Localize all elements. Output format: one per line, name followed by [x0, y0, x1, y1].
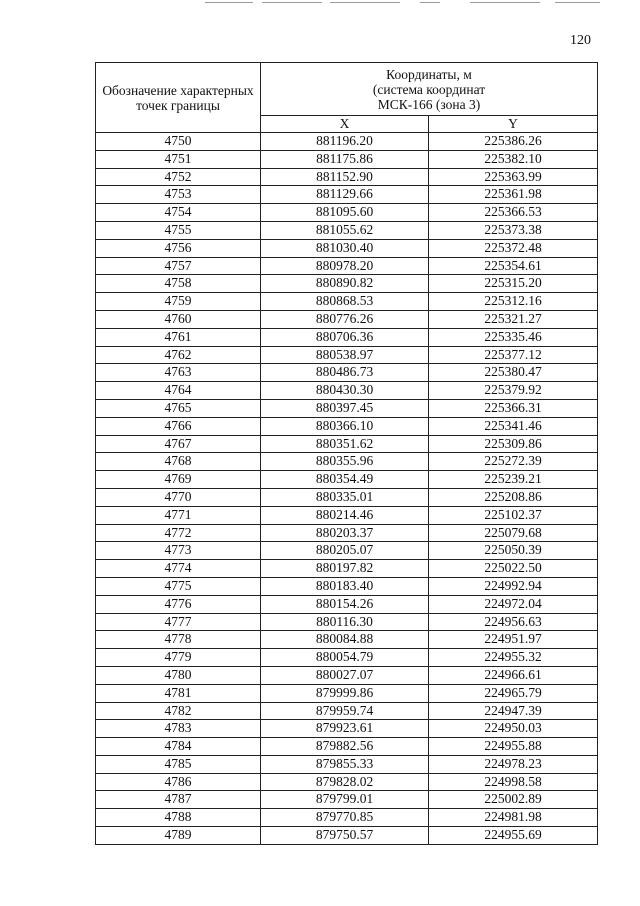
- y-coordinate-cell: 224978.23: [429, 755, 598, 773]
- y-coordinate-cell: 225380.47: [429, 364, 598, 382]
- x-coordinate-cell: 879770.85: [261, 809, 429, 827]
- x-coordinate-cell: 879999.86: [261, 684, 429, 702]
- point-id-cell: 4768: [96, 453, 261, 471]
- y-coordinate-cell: 225002.89: [429, 791, 598, 809]
- point-id-cell: 4770: [96, 488, 261, 506]
- y-coordinate-cell: 225321.27: [429, 310, 598, 328]
- y-coordinate-cell: 224955.32: [429, 649, 598, 667]
- x-coordinate-cell: 880706.36: [261, 328, 429, 346]
- table-row: [96, 221, 598, 239]
- point-id-cell: 4782: [96, 702, 261, 720]
- y-coordinate-cell: 225361.98: [429, 186, 598, 204]
- x-coordinate-cell: 880538.97: [261, 346, 429, 364]
- table-row: [96, 150, 598, 168]
- coordinates-label-line2: (система координат: [372, 81, 486, 97]
- point-id-cell: 4789: [96, 827, 261, 845]
- y-coordinate-cell: 225354.61: [429, 257, 598, 275]
- x-coordinate-cell: 880197.82: [261, 560, 429, 578]
- x-coordinate-cell: 880084.88: [261, 631, 429, 649]
- x-coordinate-cell: 881196.20: [261, 133, 429, 151]
- y-coordinate-cell: 225050.39: [429, 542, 598, 560]
- x-coordinate-cell: 879882.56: [261, 738, 429, 756]
- x-coordinate-cell: 881152.90: [261, 168, 429, 186]
- point-id-cell: 4767: [96, 435, 261, 453]
- table-row: [96, 293, 598, 311]
- coordinates-header: [261, 63, 598, 116]
- point-id-cell: 4773: [96, 542, 261, 560]
- scan-artifact-line: [555, 2, 600, 3]
- point-id-cell: 4786: [96, 773, 261, 791]
- point-id-cell: 4783: [96, 720, 261, 738]
- point-id-cell: 4755: [96, 221, 261, 239]
- table-row: [96, 382, 598, 400]
- point-id-cell: 4777: [96, 613, 261, 631]
- table-row: [96, 399, 598, 417]
- y-coordinate-cell: 225366.31: [429, 399, 598, 417]
- point-id-cell: 4775: [96, 577, 261, 595]
- y-coordinate-cell: 225079.68: [429, 524, 598, 542]
- point-id-cell: 4772: [96, 524, 261, 542]
- table-row: [96, 346, 598, 364]
- scan-artifact-line: [205, 2, 253, 3]
- x-column-header: X: [261, 116, 429, 133]
- point-id-cell: 4776: [96, 595, 261, 613]
- point-id-cell: 4756: [96, 239, 261, 257]
- y-coordinate-cell: 225335.46: [429, 328, 598, 346]
- y-coordinate-cell: 225341.46: [429, 417, 598, 435]
- coordinates-label-line3: МСК-166 (зона 3): [377, 96, 481, 112]
- y-coordinate-cell: 225208.86: [429, 488, 598, 506]
- table-row: [96, 720, 598, 738]
- x-coordinate-cell: 880183.40: [261, 577, 429, 595]
- table-row: [96, 488, 598, 506]
- point-id-cell: 4785: [96, 755, 261, 773]
- x-coordinate-cell: 880486.73: [261, 364, 429, 382]
- x-coordinate-cell: 881175.86: [261, 150, 429, 168]
- table-row: [96, 738, 598, 756]
- point-id-cell: 4771: [96, 506, 261, 524]
- table-row: [96, 827, 598, 845]
- x-coordinate-cell: 880354.49: [261, 471, 429, 489]
- page-number: 120: [570, 33, 591, 48]
- table-row: [96, 524, 598, 542]
- y-coordinate-cell: 225239.21: [429, 471, 598, 489]
- point-id-cell: 4761: [96, 328, 261, 346]
- table-row: [96, 613, 598, 631]
- coordinates-label-line1: Координаты, м: [386, 66, 472, 82]
- table-row: [96, 328, 598, 346]
- y-coordinate-cell: 225272.39: [429, 453, 598, 471]
- y-coordinate-cell: 225366.53: [429, 204, 598, 222]
- table-row: [96, 542, 598, 560]
- y-column-header: Y: [429, 116, 598, 133]
- point-id-cell: 4759: [96, 293, 261, 311]
- y-coordinate-cell: 224956.63: [429, 613, 598, 631]
- x-coordinate-cell: 880154.26: [261, 595, 429, 613]
- table-header-row: [96, 63, 598, 116]
- table-row: [96, 595, 598, 613]
- point-designation-label: Обозначение характерных точек границы: [102, 82, 254, 113]
- point-id-cell: 4753: [96, 186, 261, 204]
- y-coordinate-cell: 224950.03: [429, 720, 598, 738]
- x-coordinate-cell: 880397.45: [261, 399, 429, 417]
- point-id-cell: 4774: [96, 560, 261, 578]
- table-row: [96, 310, 598, 328]
- table-row: [96, 684, 598, 702]
- scan-artifact-line: [420, 2, 440, 3]
- point-id-cell: 4750: [96, 133, 261, 151]
- table-row: [96, 133, 598, 151]
- x-coordinate-cell: 879855.33: [261, 755, 429, 773]
- point-id-cell: 4788: [96, 809, 261, 827]
- x-coordinate-cell: 879923.61: [261, 720, 429, 738]
- y-coordinate-cell: 224972.04: [429, 595, 598, 613]
- table-row: [96, 773, 598, 791]
- point-id-cell: 4764: [96, 382, 261, 400]
- table-row: [96, 506, 598, 524]
- table-row: [96, 666, 598, 684]
- table-row: [96, 791, 598, 809]
- table-row: [96, 275, 598, 293]
- x-coordinate-cell: 879828.02: [261, 773, 429, 791]
- table-body: [96, 133, 598, 845]
- scan-artifact-line: [262, 2, 322, 3]
- table-row: [96, 453, 598, 471]
- y-coordinate-cell: 225309.86: [429, 435, 598, 453]
- x-coordinate-cell: 880116.30: [261, 613, 429, 631]
- x-coordinate-cell: 879799.01: [261, 791, 429, 809]
- y-coordinate-cell: 225102.37: [429, 506, 598, 524]
- x-coordinate-cell: 880978.20: [261, 257, 429, 275]
- x-coordinate-cell: 881055.62: [261, 221, 429, 239]
- point-id-cell: 4780: [96, 666, 261, 684]
- x-coordinate-cell: 881129.66: [261, 186, 429, 204]
- y-coordinate-cell: 224992.94: [429, 577, 598, 595]
- table-row: [96, 577, 598, 595]
- y-coordinate-cell: 224955.88: [429, 738, 598, 756]
- table-row: [96, 239, 598, 257]
- scan-artifact-line: [330, 2, 400, 3]
- x-coordinate-cell: 880366.10: [261, 417, 429, 435]
- y-coordinate-cell: 225312.16: [429, 293, 598, 311]
- scan-artifact-line: [470, 2, 540, 3]
- y-coordinate-cell: 224998.58: [429, 773, 598, 791]
- x-coordinate-cell: 880890.82: [261, 275, 429, 293]
- point-id-cell: 4754: [96, 204, 261, 222]
- table-row: [96, 471, 598, 489]
- table-row: [96, 168, 598, 186]
- table-row: [96, 702, 598, 720]
- point-id-cell: 4758: [96, 275, 261, 293]
- y-coordinate-cell: 225377.12: [429, 346, 598, 364]
- y-coordinate-cell: 225379.92: [429, 382, 598, 400]
- table-row: [96, 649, 598, 667]
- table-row: [96, 364, 598, 382]
- y-coordinate-cell: 225315.20: [429, 275, 598, 293]
- x-coordinate-cell: 880203.37: [261, 524, 429, 542]
- point-id-cell: 4787: [96, 791, 261, 809]
- x-coordinate-cell: 880430.30: [261, 382, 429, 400]
- point-id-cell: 4781: [96, 684, 261, 702]
- y-coordinate-cell: 224947.39: [429, 702, 598, 720]
- x-coordinate-cell: 880351.62: [261, 435, 429, 453]
- point-id-cell: 4751: [96, 150, 261, 168]
- table-row: [96, 257, 598, 275]
- y-coordinate-cell: 225386.26: [429, 133, 598, 151]
- y-coordinate-cell: 225363.99: [429, 168, 598, 186]
- y-coordinate-cell: 225382.10: [429, 150, 598, 168]
- x-coordinate-cell: 880214.46: [261, 506, 429, 524]
- x-coordinate-cell: 880868.53: [261, 293, 429, 311]
- point-id-cell: 4784: [96, 738, 261, 756]
- point-id-cell: 4752: [96, 168, 261, 186]
- x-coordinate-cell: 880335.01: [261, 488, 429, 506]
- table-row: [96, 204, 598, 222]
- x-coordinate-cell: 881095.60: [261, 204, 429, 222]
- table-row: [96, 435, 598, 453]
- y-coordinate-cell: 224965.79: [429, 684, 598, 702]
- point-id-cell: 4766: [96, 417, 261, 435]
- table-row: [96, 809, 598, 827]
- y-coordinate-cell: 224955.69: [429, 827, 598, 845]
- x-coordinate-cell: 880054.79: [261, 649, 429, 667]
- point-id-cell: 4757: [96, 257, 261, 275]
- point-id-cell: 4763: [96, 364, 261, 382]
- y-coordinate-cell: 225373.38: [429, 221, 598, 239]
- x-coordinate-cell: 880027.07: [261, 666, 429, 684]
- x-coordinate-cell: 880776.26: [261, 310, 429, 328]
- point-id-cell: 4769: [96, 471, 261, 489]
- table-row: [96, 631, 598, 649]
- y-coordinate-cell: 224951.97: [429, 631, 598, 649]
- point-id-cell: 4765: [96, 399, 261, 417]
- boundary-coordinates-table: [95, 62, 598, 845]
- x-coordinate-cell: 879750.57: [261, 827, 429, 845]
- point-id-cell: 4762: [96, 346, 261, 364]
- x-coordinate-cell: 880355.96: [261, 453, 429, 471]
- table-row: [96, 186, 598, 204]
- point-designation-header: [96, 63, 261, 133]
- x-coordinate-cell: 881030.40: [261, 239, 429, 257]
- table-row: [96, 417, 598, 435]
- table-row: [96, 755, 598, 773]
- y-coordinate-cell: 225372.48: [429, 239, 598, 257]
- point-id-cell: 4760: [96, 310, 261, 328]
- point-id-cell: 4778: [96, 631, 261, 649]
- y-coordinate-cell: 224966.61: [429, 666, 598, 684]
- x-coordinate-cell: 879959.74: [261, 702, 429, 720]
- y-coordinate-cell: 224981.98: [429, 809, 598, 827]
- point-id-cell: 4779: [96, 649, 261, 667]
- y-coordinate-cell: 225022.50: [429, 560, 598, 578]
- x-coordinate-cell: 880205.07: [261, 542, 429, 560]
- table-row: [96, 560, 598, 578]
